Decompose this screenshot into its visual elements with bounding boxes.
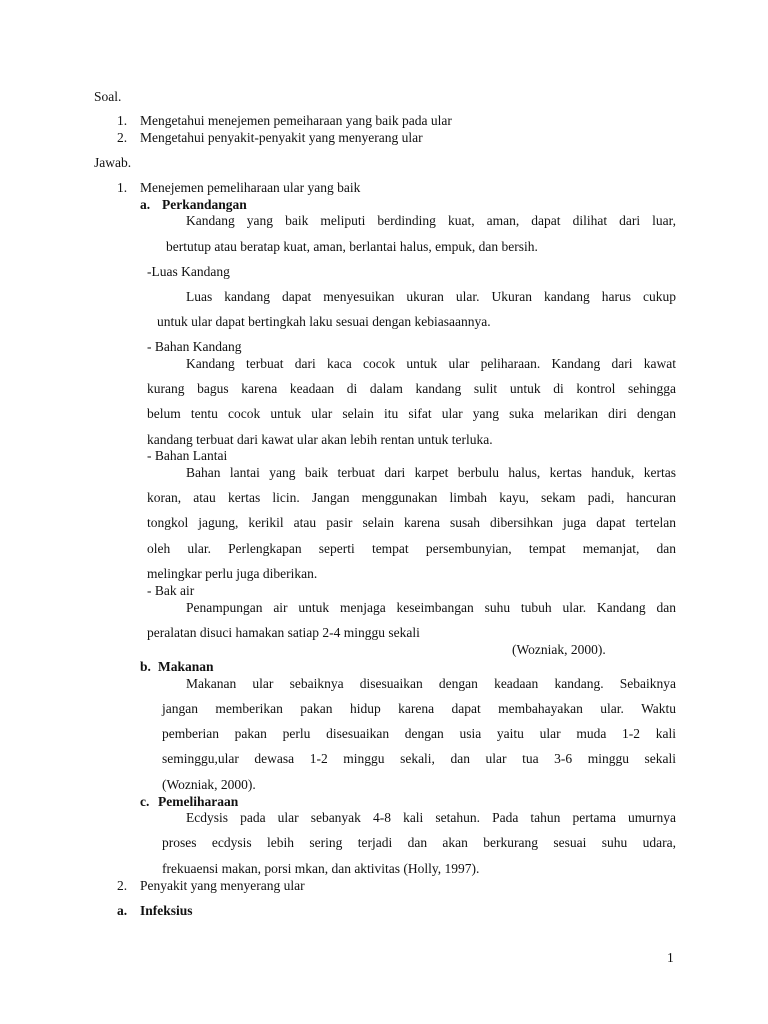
luas-kandang-label: -Luas Kandang [147, 264, 230, 279]
bahan-lantai-line-5: melingkar perlu juga diberikan. [147, 566, 318, 581]
jawab-item-2-number: 2. [117, 878, 128, 893]
soal-item-1: Mengetahui menejemen pemeiharaan yang baik pada ular [140, 113, 452, 128]
perkandangan-letter: a. [140, 197, 151, 212]
bak-air-line-2: peralatan disuci hamakan satiap 2-4 minggu sekali [147, 625, 420, 640]
pemeliharaan-letter: c. [140, 794, 150, 809]
bahan-lantai-line-1: Bahan lantai yang baik terbuat dari karpet berbulu halus, kertas handuk, kertas [186, 465, 676, 480]
page-number: 1 [667, 950, 674, 965]
bahan-lantai-label: - Bahan Lantai [147, 448, 228, 463]
bak-air-line-1: Penampungan air untuk menjaga keseimbangan suhu tubuh ular. Kandang dan [186, 600, 676, 615]
bahan-lantai-line-2: koran, atau kertas licin. Jangan menggunakan limbah kayu, sekam padi, hancuran [147, 490, 676, 505]
infeksius-letter: a. [117, 903, 128, 918]
perkandangan-title: Perkandangan [162, 197, 247, 212]
makanan-line-4: seminggu,ular dewasa 1-2 minggu sekali, dan ular tua 3-6 minggu sekali [162, 751, 676, 766]
soal-item-2-number: 2. [117, 130, 128, 145]
bak-air-citation: (Wozniak, 2000). [512, 642, 606, 657]
jawab-item-2: Penyakit yang menyerang ular [140, 878, 305, 893]
soal-item-2: Mengetahui penyakit-penyakit yang menyerang ular [140, 130, 423, 145]
makanan-title: Makanan [158, 659, 214, 674]
perkandangan-line-2: bertutup atau beratap kuat, aman, berlantai halus, empuk, dan bersih. [166, 239, 538, 254]
soal-heading: Soal. [94, 89, 122, 104]
makanan-letter: b. [140, 659, 151, 674]
bahan-kandang-label: - Bahan Kandang [147, 339, 242, 354]
pemeliharaan-title: Pemeliharaan [158, 794, 239, 809]
soal-item-1-number: 1. [117, 113, 128, 128]
jawab-item-1: Menejemen pemeliharaan ular yang baik [140, 180, 361, 195]
makanan-line-3: pemberian pakan perlu disesuaikan dengan usia yaitu ular muda 1-2 kali [162, 726, 676, 741]
luas-kandang-line-1: Luas kandang dapat menyesuikan ukuran ular. Ukuran kandang harus cukup [186, 289, 676, 304]
makanan-line-2: jangan memberikan pakan hidup karena dapat membahayakan ular. Waktu [162, 701, 676, 716]
bahan-kandang-line-2: kurang bagus karena keadaan di dalam kandang sulit untuk di kontrol sehingga [147, 381, 676, 396]
bahan-kandang-line-4: kandang terbuat dari kawat ular akan lebih rentan untuk terluka. [147, 432, 493, 447]
pemeliharaan-line-3: frekuaensi makan, porsi mkan, dan aktivitas (Holly, 1997). [162, 861, 480, 876]
jawab-heading: Jawab. [94, 155, 132, 170]
bahan-lantai-line-3: tongkol jagung, kerikil atau pasir selain karena susah dibersihkan juga dapat tertelan [147, 515, 676, 530]
luas-kandang-line-2: untuk ular dapat bertingkah laku sesuai dengan kebiasaannya. [157, 314, 491, 329]
makanan-line-1: Makanan ular sebaiknya disesuaikan dengan keadaan kandang. Sebaiknya [186, 676, 676, 691]
bahan-kandang-line-3: belum tentu cocok untuk ular selain itu sifat ular yang suka melarikan diri dengan [147, 406, 676, 421]
infeksius-title: Infeksius [140, 903, 193, 918]
pemeliharaan-line-1: Ecdysis pada ular sebanyak 4-8 kali setahun. Pada tahun pertama umurnya [186, 810, 676, 825]
pemeliharaan-line-2: proses ecdysis lebih sering terjadi dan akan berkurang sesuai suhu udara, [162, 835, 676, 850]
jawab-item-1-number: 1. [117, 180, 128, 195]
bahan-lantai-line-4: oleh ular. Perlengkapan seperti tempat persembunyian, tempat memanjat, dan [147, 541, 676, 556]
makanan-line-5: (Wozniak, 2000). [162, 777, 256, 792]
bak-air-label: - Bak air [147, 583, 195, 598]
perkandangan-line-1: Kandang yang baik meliputi berdinding kuat, aman, dapat dilihat dari luar, [186, 213, 676, 228]
bahan-kandang-line-1: Kandang terbuat dari kaca cocok untuk ular peliharaan. Kandang dari kawat [186, 356, 676, 371]
